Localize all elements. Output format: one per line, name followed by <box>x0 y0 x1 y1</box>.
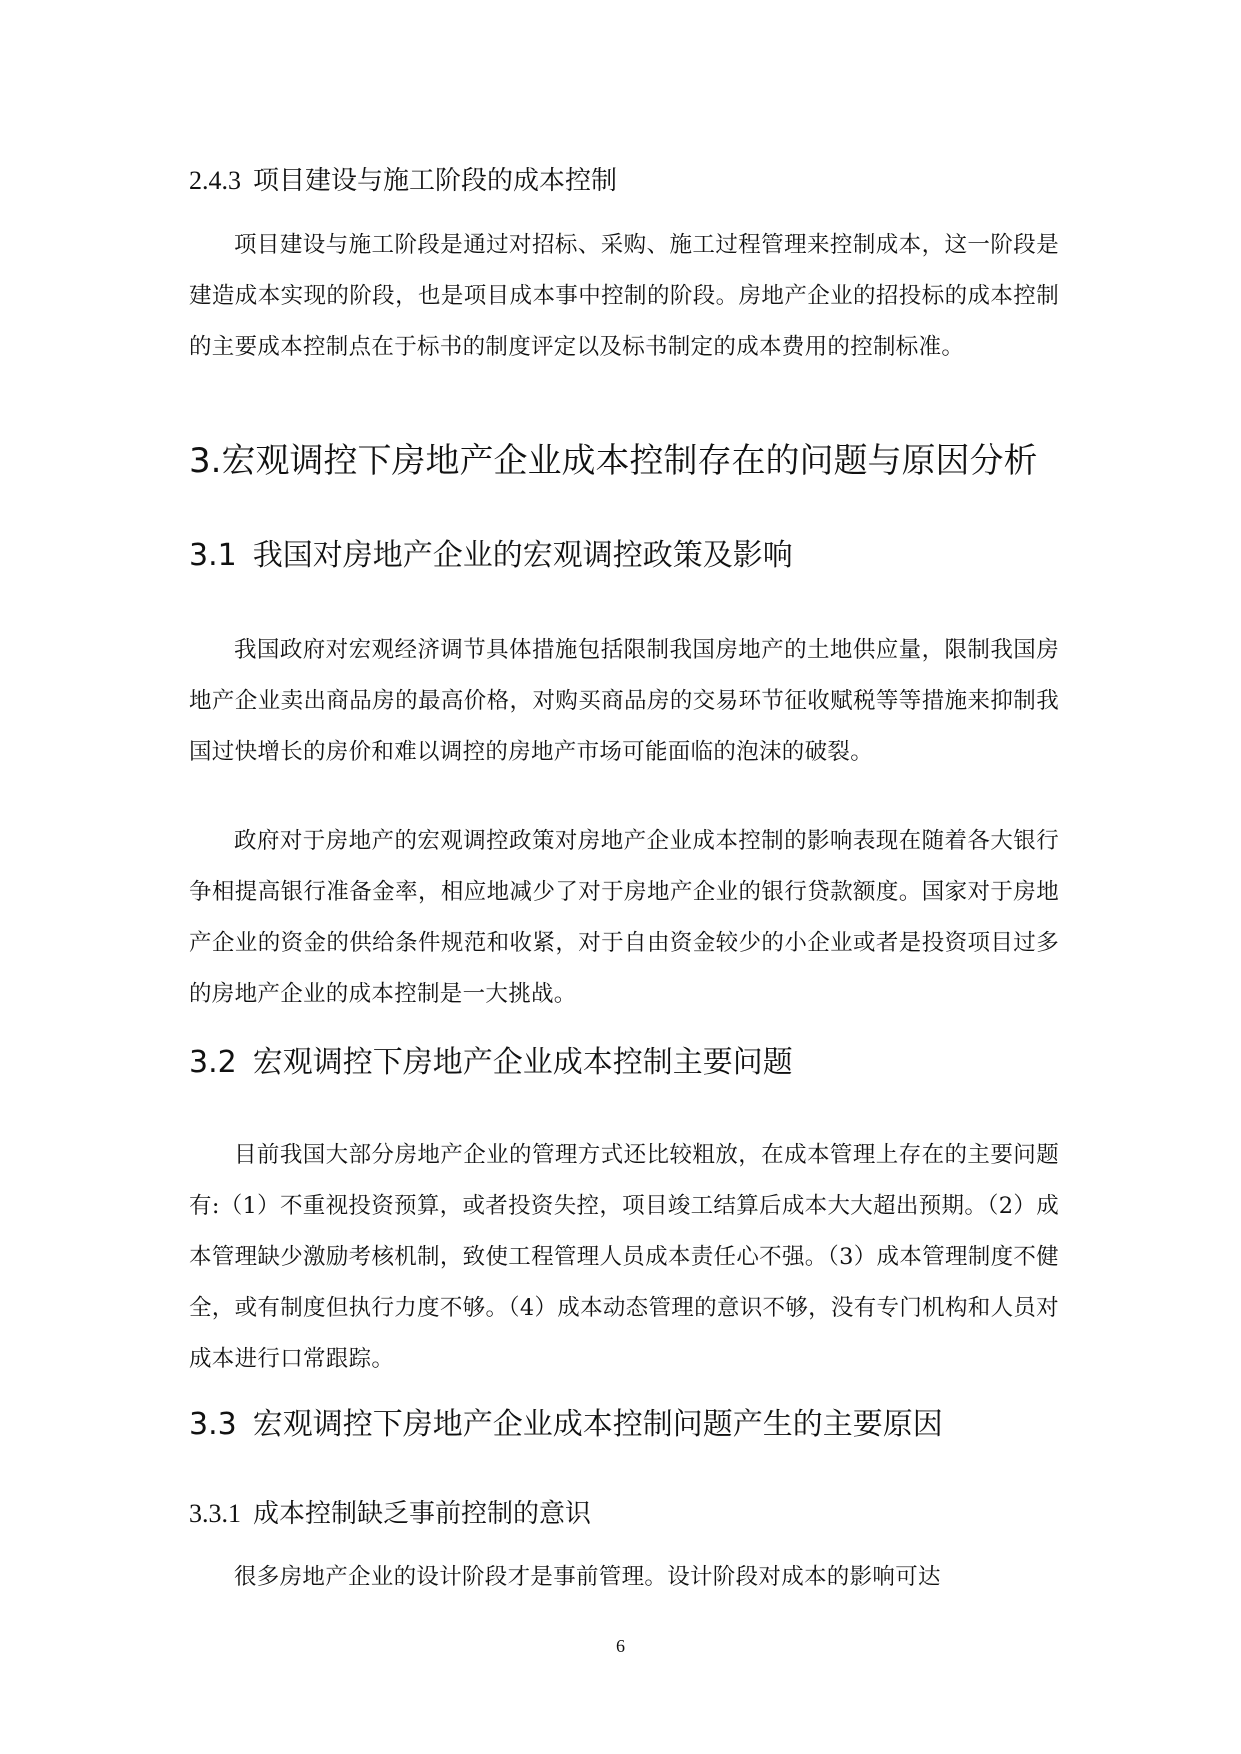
heading-title: 成本控制缺乏事前控制的意识 <box>253 1499 592 1529</box>
heading-title: 项目建设与施工阶段的成本控制 <box>253 166 618 196</box>
heading-3-3-1 <box>189 1497 1059 1531</box>
paragraph-3-2: 目前我国大部分房地产企业的管理方式还比较粗放，在成本管理上存在的主要问题有:（1）不重视投资预算，或者投资失控，项目竣工结算后成本大大超出预期。（2）成本管理缺少激励考核机制，致使工程管理人员成本责任心不强。（3）成本管理制度不健全，或有制度但执行力度不够。（4）成本动态管理的意识不够，没有专门机构和人员对成本进行口常跟踪。 <box>189 1142 1059 1372</box>
heading-2-4-3 <box>189 164 1059 198</box>
heading-title: 我国对房地产企业的宏观调控政策及影响 <box>252 538 793 573</box>
heading-3-3 <box>189 1405 1059 1445</box>
heading-3: 3.宏观调控下房地产企业成本控制存在的问题与原因分析 <box>189 441 1038 481</box>
page-number: 6 <box>616 1636 625 1656</box>
heading-number: 3.1 <box>189 538 237 573</box>
heading-3-1 <box>189 536 1059 576</box>
heading-number: 3.3.1 <box>189 1499 241 1528</box>
heading-title: 宏观调控下房地产企业成本控制主要问题 <box>252 1045 793 1080</box>
heading-number: 3.3 <box>189 1407 237 1442</box>
heading-number: 3.2 <box>189 1045 237 1080</box>
paragraph-3-1-a: 我国政府对宏观经济调节具体措施包括限制我国房地产的土地供应量，限制我国房地产企业卖出商品房的最高价格，对购买商品房的交易环节征收赋税等等措施来抑制我国过快增长的房价和难以调控的房地产市场可能面临的泡沫的破裂。 <box>189 637 1059 765</box>
paragraph-3-3-1: 很多房地产企业的设计阶段才是事前管理。设计阶段对成本的影响可达 <box>234 1564 941 1590</box>
paragraph-2-4-3: 项目建设与施工阶段是通过对招标、采购、施工过程管理来控制成本，这一阶段是建造成本实现的阶段，也是项目成本事中控制的阶段。房地产企业的招投标的成本控制的主要成本控制点在于标书的制度评定以及标书制定的成本费用的控制标准。 <box>189 232 1059 360</box>
paragraph-3-1-b: 政府对于房地产的宏观调控政策对房地产企业成本控制的影响表现在随着各大银行争相提高银行准备金率，相应地减少了对于房地产企业的银行贷款额度。国家对于房地产企业的资金的供给条件规范和收紧，对于自由资金较少的小企业或者是投资项目过多的房地产企业的成本控制是一大挑战。 <box>189 828 1059 1007</box>
heading-number: 2.4.3 <box>189 166 241 195</box>
heading-title: 宏观调控下房地产企业成本控制问题产生的主要原因 <box>252 1407 943 1442</box>
heading-3-2 <box>189 1043 1059 1083</box>
